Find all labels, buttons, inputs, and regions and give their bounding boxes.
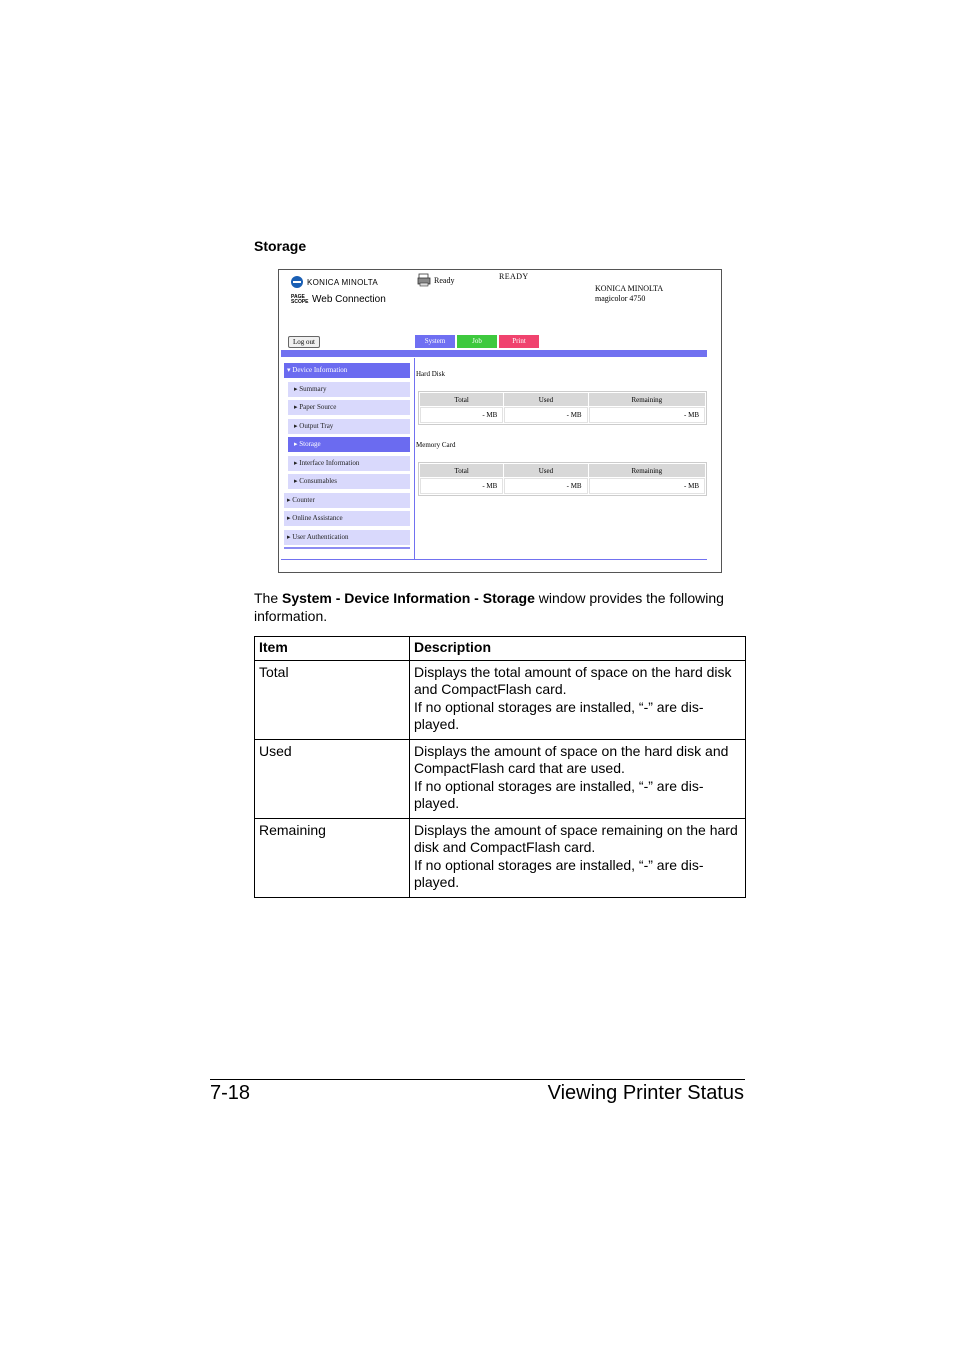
table-header: Used bbox=[504, 464, 587, 477]
table-header: Total bbox=[420, 464, 503, 477]
table-header-item: Item bbox=[255, 637, 410, 661]
tab-print[interactable]: Print bbox=[499, 335, 539, 348]
sidebar-divider bbox=[414, 358, 415, 559]
brand-name: KONICA MINOLTA bbox=[307, 277, 379, 287]
pagescope-mark bbox=[291, 295, 309, 305]
description-line: Displays the total amount of space on the hard disk and CompactFlash card. bbox=[414, 663, 732, 697]
sidebar-item-online-assistance[interactable]: ▸ Online Assistance bbox=[284, 511, 410, 526]
konica-minolta-mark-icon bbox=[291, 276, 303, 288]
main-tabs bbox=[415, 335, 539, 348]
description-line: If no optional storages are installed, “-” are dis-played. bbox=[414, 777, 704, 811]
row-item: Remaining bbox=[255, 818, 410, 897]
section-heading: Storage bbox=[254, 238, 307, 254]
chapter-title: Viewing Printer Status bbox=[547, 1082, 744, 1104]
pagescope-mark-line-1: PAGE bbox=[291, 293, 305, 300]
printer-icon bbox=[417, 273, 431, 287]
description-line: Displays the amount of space on the hard disk and CompactFlash card that are used. bbox=[414, 742, 729, 776]
status-text: Ready bbox=[434, 276, 455, 285]
model-info bbox=[595, 284, 663, 304]
description-table bbox=[254, 636, 746, 898]
sidebar-item-user-authentication[interactable]: ▸ User Authentication bbox=[284, 530, 410, 545]
sidebar-item-interface-information[interactable]: ▸ Interface Information bbox=[288, 456, 410, 471]
status-display: READY bbox=[499, 272, 529, 281]
product-name: Web Connection bbox=[312, 294, 386, 305]
header-divider bbox=[281, 350, 707, 357]
tab-job[interactable]: Job bbox=[457, 335, 497, 348]
konica-minolta-logo bbox=[291, 276, 378, 288]
sidebar bbox=[284, 363, 410, 549]
footer-rule bbox=[210, 1079, 745, 1080]
intro-path: System - Device Information - Storage bbox=[282, 590, 535, 606]
table-row bbox=[255, 660, 746, 739]
description-line: Displays the amount of space remaining on the hard disk and CompactFlash card. bbox=[414, 821, 738, 855]
hard-disk-total: - MB bbox=[420, 407, 503, 423]
row-item: Total bbox=[255, 660, 410, 739]
sidebar-item-device-information[interactable]: ▾ Device Information bbox=[284, 363, 410, 378]
intro-prefix: The bbox=[254, 590, 283, 606]
sidebar-item-summary[interactable]: ▸ Summary bbox=[288, 382, 410, 397]
sidebar-item-counter[interactable]: ▸ Counter bbox=[284, 493, 410, 508]
hard-disk-table bbox=[418, 391, 707, 425]
row-description bbox=[410, 739, 746, 818]
table-row bbox=[255, 739, 746, 818]
table-header-description: Description bbox=[410, 637, 746, 661]
description-line: If no optional storages are installed, “-” are dis-played. bbox=[414, 698, 704, 732]
logout-button[interactable]: Log out bbox=[288, 336, 320, 348]
intro-paragraph bbox=[254, 589, 754, 625]
sidebar-item-paper-source[interactable]: ▸ Paper Source bbox=[288, 400, 410, 415]
web-connection-screenshot bbox=[278, 269, 722, 573]
tab-system[interactable]: System bbox=[415, 335, 455, 348]
hard-disk-label: Hard Disk bbox=[416, 370, 445, 378]
memory-card-label: Memory Card bbox=[416, 441, 456, 449]
footer-divider bbox=[281, 559, 707, 560]
sidebar-item-consumables[interactable]: ▸ Consumables bbox=[288, 474, 410, 489]
table-header: Total bbox=[420, 393, 503, 406]
pagescope-mark-line-2: SCOPE bbox=[291, 298, 309, 305]
row-description bbox=[410, 660, 746, 739]
table-row bbox=[255, 818, 746, 897]
hard-disk-remaining: - MB bbox=[589, 407, 705, 423]
model-maker: KONICA MINOLTA bbox=[595, 284, 664, 293]
memory-card-table bbox=[418, 462, 707, 496]
intro-suffix: window provides the following information. bbox=[254, 590, 724, 624]
row-description bbox=[410, 818, 746, 897]
table-header: Remaining bbox=[589, 393, 705, 406]
page-number: 7-18 bbox=[210, 1082, 251, 1104]
web-connection-logo bbox=[291, 294, 386, 305]
memory-card-used: - MB bbox=[504, 478, 587, 494]
row-item: Used bbox=[255, 739, 410, 818]
memory-card-remaining: - MB bbox=[589, 478, 705, 494]
description-line: If no optional storages are installed, “-” are dis-played. bbox=[414, 856, 704, 890]
hard-disk-used: - MB bbox=[504, 407, 587, 423]
table-header: Used bbox=[504, 393, 587, 406]
memory-card-total: - MB bbox=[420, 478, 503, 494]
table-header: Remaining bbox=[589, 464, 705, 477]
sidebar-bottom-rule bbox=[284, 547, 410, 549]
sidebar-item-storage[interactable]: ▸ Storage bbox=[288, 437, 410, 452]
model-name: magicolor 4750 bbox=[595, 294, 646, 303]
sidebar-item-output-tray[interactable]: ▸ Output Tray bbox=[288, 419, 410, 434]
